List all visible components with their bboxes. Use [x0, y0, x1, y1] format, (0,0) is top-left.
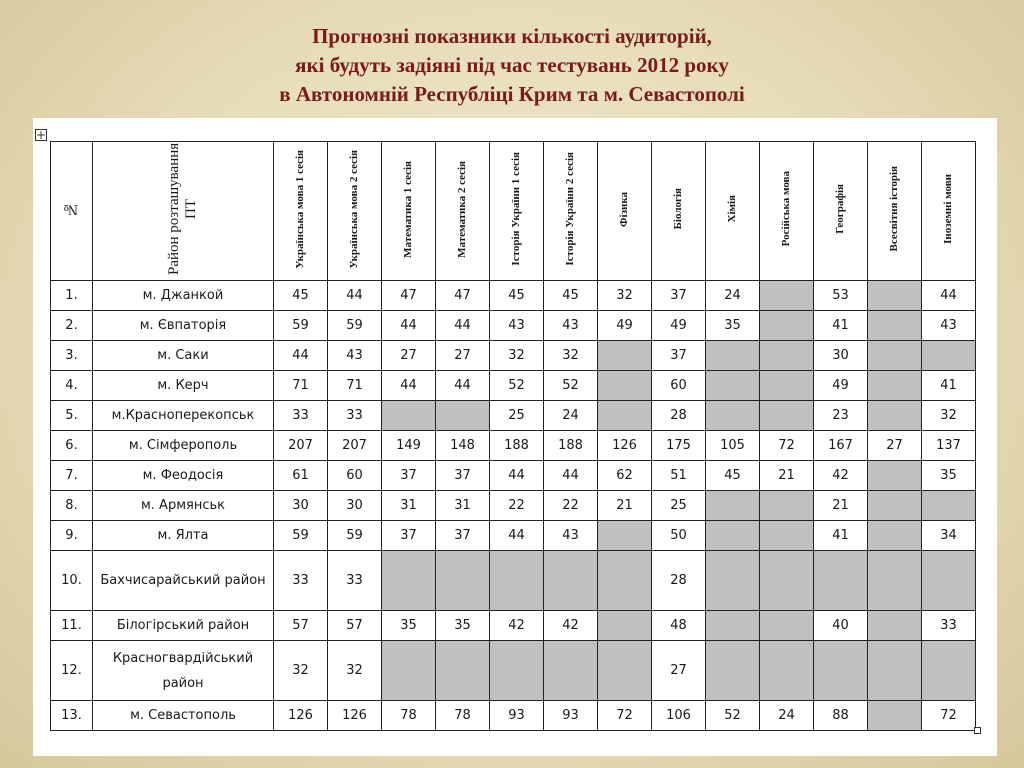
empty-cell: [868, 611, 922, 641]
count-cell: 44: [490, 461, 544, 491]
table-row: [51, 281, 976, 311]
empty-cell: [760, 371, 814, 401]
empty-cell: [922, 341, 976, 371]
count-cell: 32: [490, 341, 544, 371]
count-cell: 22: [544, 491, 598, 521]
count-cell: 88: [814, 701, 868, 731]
column-header-label: Математика 1 сесія: [402, 160, 414, 258]
row-number: 9.: [51, 521, 93, 551]
count-cell: 37: [652, 281, 706, 311]
column-header: [760, 142, 814, 281]
count-cell: 60: [328, 461, 382, 491]
count-cell: 44: [490, 521, 544, 551]
table-resize-handle-icon[interactable]: [974, 727, 981, 734]
count-cell: 40: [814, 611, 868, 641]
empty-cell: [706, 641, 760, 701]
count-cell: 167: [814, 431, 868, 461]
empty-cell: [814, 641, 868, 701]
count-cell: 59: [328, 311, 382, 341]
district-name: Красногвардійський район: [93, 641, 274, 701]
empty-cell: [868, 311, 922, 341]
district-name: Бахчисарайський район: [93, 551, 274, 611]
count-cell: 32: [544, 341, 598, 371]
district-name: м. Ялта: [93, 521, 274, 551]
row-number: 5.: [51, 401, 93, 431]
count-cell: 78: [436, 701, 490, 731]
table-row: [51, 401, 976, 431]
count-cell: 52: [544, 371, 598, 401]
row-number: 7.: [51, 461, 93, 491]
empty-cell: [706, 341, 760, 371]
count-cell: 34: [922, 521, 976, 551]
count-cell: 25: [652, 491, 706, 521]
column-header: [868, 142, 922, 281]
count-cell: 105: [706, 431, 760, 461]
column-header-label: Біологія: [672, 188, 684, 230]
column-header-label: Українська мова 2 сесія: [348, 149, 360, 269]
empty-cell: [868, 521, 922, 551]
empty-cell: [922, 641, 976, 701]
column-header: [922, 142, 976, 281]
count-cell: 24: [544, 401, 598, 431]
district-name: м. Феодосія: [93, 461, 274, 491]
count-cell: 32: [598, 281, 652, 311]
count-cell: 59: [274, 521, 328, 551]
count-cell: 44: [382, 311, 436, 341]
empty-cell: [760, 551, 814, 611]
count-cell: 22: [490, 491, 544, 521]
column-header: [652, 142, 706, 281]
empty-cell: [706, 611, 760, 641]
column-header: [436, 142, 490, 281]
count-cell: 33: [274, 401, 328, 431]
count-cell: 93: [544, 701, 598, 731]
count-cell: 43: [490, 311, 544, 341]
table-row: [51, 431, 976, 461]
table-row: [51, 491, 976, 521]
district-name: м. Керч: [93, 371, 274, 401]
count-cell: 188: [490, 431, 544, 461]
count-cell: 93: [490, 701, 544, 731]
row-number: 3.: [51, 341, 93, 371]
empty-cell: [814, 551, 868, 611]
column-header-label: Географія: [834, 184, 846, 234]
count-cell: 49: [814, 371, 868, 401]
count-cell: 35: [436, 611, 490, 641]
table-row: [51, 341, 976, 371]
count-cell: 27: [652, 641, 706, 701]
count-cell: 52: [490, 371, 544, 401]
empty-cell: [382, 401, 436, 431]
count-cell: 44: [382, 371, 436, 401]
count-cell: 207: [328, 431, 382, 461]
empty-cell: [598, 341, 652, 371]
count-cell: 59: [328, 521, 382, 551]
row-number: 2.: [51, 311, 93, 341]
count-cell: 51: [652, 461, 706, 491]
district-name: м. Сімферополь: [93, 431, 274, 461]
district-name: м. Севастополь: [93, 701, 274, 731]
count-cell: 42: [490, 611, 544, 641]
data-table: [50, 141, 976, 731]
count-cell: 72: [598, 701, 652, 731]
count-cell: 57: [274, 611, 328, 641]
empty-cell: [922, 491, 976, 521]
empty-cell: [868, 341, 922, 371]
count-cell: 50: [652, 521, 706, 551]
count-cell: 71: [328, 371, 382, 401]
empty-cell: [760, 281, 814, 311]
count-cell: 21: [814, 491, 868, 521]
count-cell: 32: [922, 401, 976, 431]
count-cell: 44: [436, 371, 490, 401]
column-header: [328, 142, 382, 281]
count-cell: 43: [544, 521, 598, 551]
empty-cell: [382, 551, 436, 611]
empty-cell: [598, 401, 652, 431]
row-number: 12.: [51, 641, 93, 701]
row-number: 4.: [51, 371, 93, 401]
count-cell: 33: [328, 551, 382, 611]
column-header-label: Російська мова: [780, 171, 792, 247]
count-cell: 59: [274, 311, 328, 341]
empty-cell: [706, 401, 760, 431]
empty-cell: [706, 371, 760, 401]
empty-cell: [598, 611, 652, 641]
count-cell: 30: [328, 491, 382, 521]
count-cell: 21: [598, 491, 652, 521]
empty-cell: [868, 641, 922, 701]
count-cell: 45: [544, 281, 598, 311]
empty-cell: [544, 551, 598, 611]
district-name: м. Саки: [93, 341, 274, 371]
count-cell: 44: [328, 281, 382, 311]
count-cell: 126: [274, 701, 328, 731]
count-cell: 137: [922, 431, 976, 461]
table-row: [51, 551, 976, 611]
column-header-label: №: [63, 201, 79, 217]
column-header: [598, 142, 652, 281]
empty-cell: [436, 551, 490, 611]
count-cell: 49: [652, 311, 706, 341]
count-cell: 43: [328, 341, 382, 371]
count-cell: 57: [328, 611, 382, 641]
empty-cell: [868, 491, 922, 521]
header-row: [51, 142, 976, 281]
row-number: 13.: [51, 701, 93, 731]
empty-cell: [598, 551, 652, 611]
count-cell: 149: [382, 431, 436, 461]
empty-cell: [544, 641, 598, 701]
district-name: м. Армянськ: [93, 491, 274, 521]
district-name: м. Євпаторія: [93, 311, 274, 341]
count-cell: 31: [436, 491, 490, 521]
empty-cell: [868, 701, 922, 731]
count-cell: 28: [652, 551, 706, 611]
slide-title: [0, 22, 1024, 109]
column-header: [706, 142, 760, 281]
column-header-label: Історія України 2 сесія: [564, 152, 576, 266]
count-cell: 27: [436, 341, 490, 371]
column-header-label: Фізика: [618, 191, 630, 227]
count-cell: 37: [382, 461, 436, 491]
count-cell: 72: [922, 701, 976, 731]
empty-cell: [706, 521, 760, 551]
column-header-label: Хімія: [726, 195, 738, 223]
count-cell: 78: [382, 701, 436, 731]
count-cell: 72: [760, 431, 814, 461]
count-cell: 37: [382, 521, 436, 551]
empty-cell: [760, 641, 814, 701]
count-cell: 53: [814, 281, 868, 311]
district-name: м.Красноперекопськ: [93, 401, 274, 431]
empty-cell: [382, 641, 436, 701]
empty-cell: [760, 311, 814, 341]
column-header: [274, 142, 328, 281]
empty-cell: [868, 371, 922, 401]
row-number: 10.: [51, 551, 93, 611]
empty-cell: [868, 461, 922, 491]
count-cell: 41: [814, 521, 868, 551]
title-line-2: які будуть задіяні під час тестувань 2012 року: [295, 53, 729, 77]
count-cell: 106: [652, 701, 706, 731]
count-cell: 175: [652, 431, 706, 461]
empty-cell: [868, 401, 922, 431]
count-cell: 207: [274, 431, 328, 461]
title-line-3: в Автономній Республіці Крим та м. Севастополі: [279, 82, 745, 106]
count-cell: 41: [922, 371, 976, 401]
count-cell: 45: [274, 281, 328, 311]
column-header-label: Українська мова 1 сесія: [294, 149, 306, 269]
column-header-label: Район розташування ПТ: [166, 142, 199, 276]
empty-cell: [598, 371, 652, 401]
column-header: [382, 142, 436, 281]
table-row: [51, 311, 976, 341]
count-cell: 43: [544, 311, 598, 341]
count-cell: 35: [706, 311, 760, 341]
count-cell: 188: [544, 431, 598, 461]
empty-cell: [868, 281, 922, 311]
count-cell: 71: [274, 371, 328, 401]
count-cell: 148: [436, 431, 490, 461]
count-cell: 126: [328, 701, 382, 731]
count-cell: 23: [814, 401, 868, 431]
count-cell: 32: [274, 641, 328, 701]
count-cell: 27: [868, 431, 922, 461]
district-name: Білогірський район: [93, 611, 274, 641]
count-cell: 33: [922, 611, 976, 641]
count-cell: 48: [652, 611, 706, 641]
empty-cell: [760, 401, 814, 431]
count-cell: 44: [544, 461, 598, 491]
count-cell: 44: [274, 341, 328, 371]
empty-cell: [490, 641, 544, 701]
count-cell: 61: [274, 461, 328, 491]
row-number: 8.: [51, 491, 93, 521]
row-number: 6.: [51, 431, 93, 461]
table-row: [51, 461, 976, 491]
count-cell: 37: [436, 461, 490, 491]
table-row: [51, 611, 976, 641]
count-cell: 49: [598, 311, 652, 341]
count-cell: 52: [706, 701, 760, 731]
count-cell: 41: [814, 311, 868, 341]
count-cell: 44: [436, 311, 490, 341]
count-cell: 37: [652, 341, 706, 371]
column-header: [544, 142, 598, 281]
empty-cell: [760, 521, 814, 551]
count-cell: 35: [922, 461, 976, 491]
count-cell: 30: [814, 341, 868, 371]
count-cell: 126: [598, 431, 652, 461]
count-cell: 35: [382, 611, 436, 641]
count-cell: 25: [490, 401, 544, 431]
column-header-label: Історія України 1 сесія: [510, 152, 522, 266]
empty-cell: [760, 341, 814, 371]
empty-cell: [922, 551, 976, 611]
count-cell: 37: [436, 521, 490, 551]
count-cell: 62: [598, 461, 652, 491]
empty-cell: [490, 551, 544, 611]
count-cell: 24: [706, 281, 760, 311]
column-header: [814, 142, 868, 281]
row-number: 11.: [51, 611, 93, 641]
table-move-handle-icon[interactable]: +: [36, 128, 47, 142]
count-cell: 47: [436, 281, 490, 311]
count-cell: 45: [706, 461, 760, 491]
count-cell: 27: [382, 341, 436, 371]
count-cell: 44: [922, 281, 976, 311]
count-cell: 42: [544, 611, 598, 641]
count-cell: 33: [328, 401, 382, 431]
empty-cell: [760, 611, 814, 641]
column-header: [490, 142, 544, 281]
empty-cell: [760, 491, 814, 521]
count-cell: 60: [652, 371, 706, 401]
empty-cell: [706, 491, 760, 521]
count-cell: 43: [922, 311, 976, 341]
empty-cell: [598, 641, 652, 701]
title-line-1: Прогнозні показники кількості аудиторій,: [312, 24, 712, 48]
empty-cell: [436, 641, 490, 701]
count-cell: 30: [274, 491, 328, 521]
count-cell: 32: [328, 641, 382, 701]
count-cell: 21: [760, 461, 814, 491]
table-row: [51, 371, 976, 401]
count-cell: 45: [490, 281, 544, 311]
count-cell: 24: [760, 701, 814, 731]
column-header: [51, 142, 93, 281]
column-header: [93, 142, 274, 281]
column-header-label: Іноземні мови: [942, 174, 954, 244]
table-row: [51, 521, 976, 551]
empty-cell: [706, 551, 760, 611]
row-number: 1.: [51, 281, 93, 311]
empty-cell: [868, 551, 922, 611]
district-name: м. Джанкой: [93, 281, 274, 311]
table-row: [51, 701, 976, 731]
count-cell: 47: [382, 281, 436, 311]
table-row: [51, 641, 976, 701]
column-header-label: Всесвітня історія: [888, 166, 900, 252]
column-header-label: Математика 2 сесія: [456, 160, 468, 258]
count-cell: 31: [382, 491, 436, 521]
count-cell: 42: [814, 461, 868, 491]
count-cell: 28: [652, 401, 706, 431]
empty-cell: [436, 401, 490, 431]
empty-cell: [598, 521, 652, 551]
count-cell: 33: [274, 551, 328, 611]
